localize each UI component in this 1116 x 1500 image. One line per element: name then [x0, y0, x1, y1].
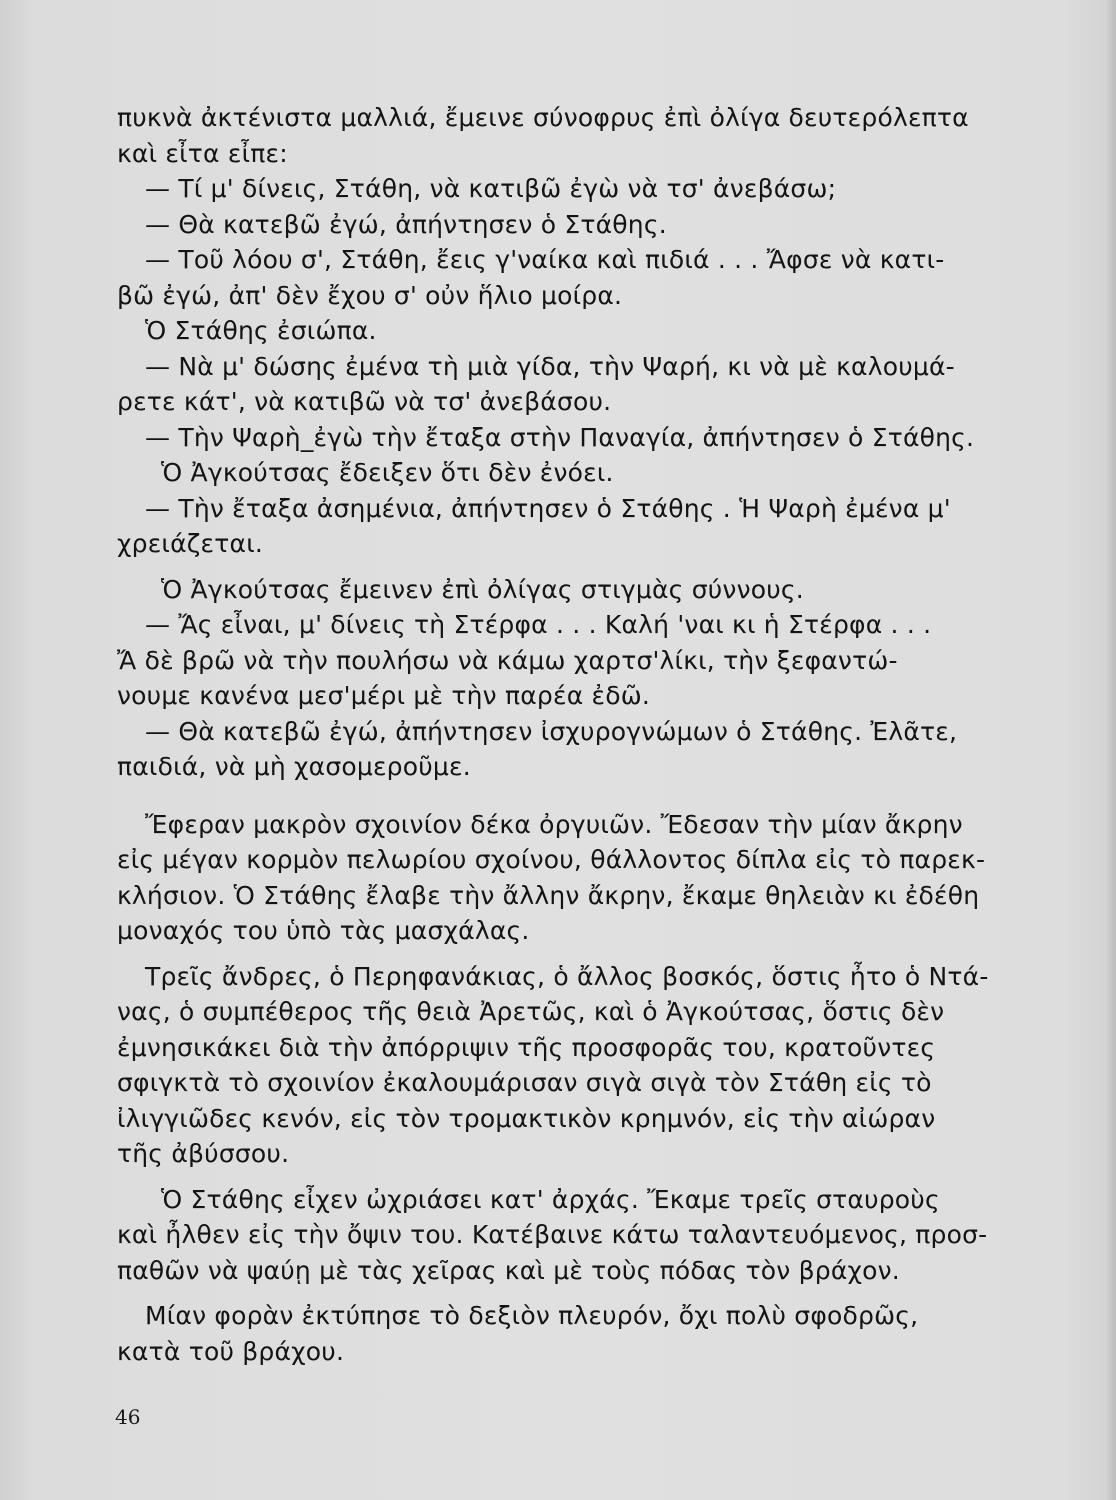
text-line: — Θὰ κατεβῶ ἐγώ, ἀπήντησεν ὁ Στάθης.: [145, 209, 667, 239]
text-line: κατὰ τοῦ βράχου.: [117, 1336, 345, 1366]
text-line: εἰς μέγαν κορμὸν πελωρίου σχοίνου, θάλλοντος δίπλα εἰς τὸ παρεκ-: [117, 845, 986, 874]
text-line: Ὁ Ἀγκούτσας ἔδειξεν ὅτι δὲν ἐνόει.: [161, 458, 614, 487]
text-line: — Ἄς εἶναι, μ' δίνεις τὴ Στέρφα . . . Καλή 'ναι κι ἡ Στέρφα . . .: [145, 610, 932, 639]
text-line: πυκνὰ ἀκτένιστα μαλλιά, ἔμεινε σύνοφρυς ἐπὶ ὀλίγα δευτερόλεπτα: [117, 103, 969, 132]
text-line: ἐμνησικάκει διὰ τὴν ἀπόρριψιν τῆς προσφορᾶς του, κρατοῦντες: [117, 1032, 936, 1062]
page-number: 46: [115, 1405, 141, 1429]
text-line: Ὁ Στάθης ἐσιώπα.: [145, 316, 377, 345]
text-line: Ὁ Ἀγκούτσας ἔμεινεν ἐπὶ ὀλίγας στιγμὰς σύννους.: [161, 574, 804, 604]
text-line: ἰλιγγιῶδες κενόν, εἰς τὸν τρομακτικὸν κρημνόν, εἰς τὴν αἰώραν: [117, 1103, 936, 1133]
text-line: Ὁ Στάθης εἶχεν ὠχριάσει κατ' ἀρχάς. Ἔκαμε τρεῖς σταυροὺς: [161, 1184, 940, 1214]
text-line: ρετε κάτ', νὰ κατιβῶ νὰ τσ' ἀνεβάσου.: [117, 387, 612, 416]
text-line: βῶ ἐγώ, ἀπ' δὲν ἔχου σ' οὐν ἥλιο μοίρα.: [117, 280, 623, 310]
body-text: [117, 100, 989, 1369]
text-line: παθῶν νὰ ψαύῃ μὲ τὰς χεῖρας καὶ μὲ τοὺς πόδας τὸν βράχον.: [117, 1255, 900, 1285]
text-line: — Τί μ' δίνεις, Στάθη, νὰ κατιβῶ ἐγὼ νὰ τσ' ἀνεβάσω;: [145, 174, 837, 203]
text-line: νας, ὁ συμπέθερος τῆς θειὰ Ἀρετῶς, καὶ ὁ Ἀγκούτσας, ὅστις δὲν: [117, 997, 945, 1026]
text-line: Μίαν φορὰν ἐκτύπησε τὸ δεξιὸν πλευρόν, ὄχι πολὺ σφοδρῶς,: [145, 1301, 919, 1330]
text-line: — Τὴν ἔταξα ἀσημένια, ἀπήντησεν ὁ Στάθης . Ἡ Ψαρὴ ἐμένα μ': [145, 493, 951, 523]
text-line: σφιγκτὰ τὸ σχοινίον ἐκαλουμάρισαν σιγὰ σιγὰ τὸν Στάθη εἰς τὸ: [117, 1068, 932, 1097]
text-line: Ἔφεραν μακρὸν σχοινίον δέκα ὀργυιῶν. Ἔδεσαν τὴν μίαν ἄκρην: [145, 809, 963, 839]
text-line: Ἄ δὲ βρῶ νὰ τὴν πουλήσω νὰ κάμω χαρτσ'λίκι, τὴν ξεφαντώ-: [117, 645, 898, 675]
text-line: τῆς ἀβύσσου.: [117, 1139, 290, 1168]
text-line: νουμε κανένα μεσ'μέρι μὲ τὴν παρέα ἐδῶ.: [117, 681, 651, 710]
text-line: παιδιά, νὰ μὴ χασομεροῦμε.: [117, 752, 471, 781]
text-line: — Τοῦ λόου σ', Στάθη, ἔεις γ'ναίκα καὶ πιδιά . . . Ἄφσε νὰ κατι-: [145, 245, 945, 274]
text-line: μοναχός του ὑπὸ τὰς μασχάλας.: [117, 916, 530, 945]
text-line: καὶ εἶτα εἶπε:: [117, 138, 288, 168]
page-binding-edge: [1104, 0, 1116, 1500]
text-line: — Τὴν Ψαρὴ_ἐγὼ τὴν ἔταξα στὴν Παναγία, ἀπήντησεν ὁ Στάθης.: [145, 422, 975, 452]
text-line: κλήσιον. Ὁ Στάθης ἔλαβε τὴν ἄλλην ἄκρην, ἔκαμε θηλειὰν κι ἐδέθη: [117, 880, 980, 910]
text-line: καὶ ἦλθεν εἰς τὴν ὄψιν του. Κατέβαινε κάτω ταλαντευόμενος, προσ-: [117, 1220, 988, 1249]
text-line: Τρεῖς ἄνδρες, ὁ Περηφανάκιας, ὁ ἄλλος βοσκός, ὅστις ἦτο ὁ Ντά-: [145, 961, 989, 991]
text-line: χρειάζεται.: [117, 529, 264, 558]
text-line: — Νὰ μ' δώσης ἐμένα τὴ μιὰ γίδα, τὴν Ψαρή, κι νὰ μὲ καλουμά-: [145, 351, 955, 381]
text-line: — Θὰ κατεβῶ ἐγώ, ἀπήντησεν ἰσχυρογνώμων ὁ Στάθης. Ἐλᾶτε,: [145, 716, 958, 746]
